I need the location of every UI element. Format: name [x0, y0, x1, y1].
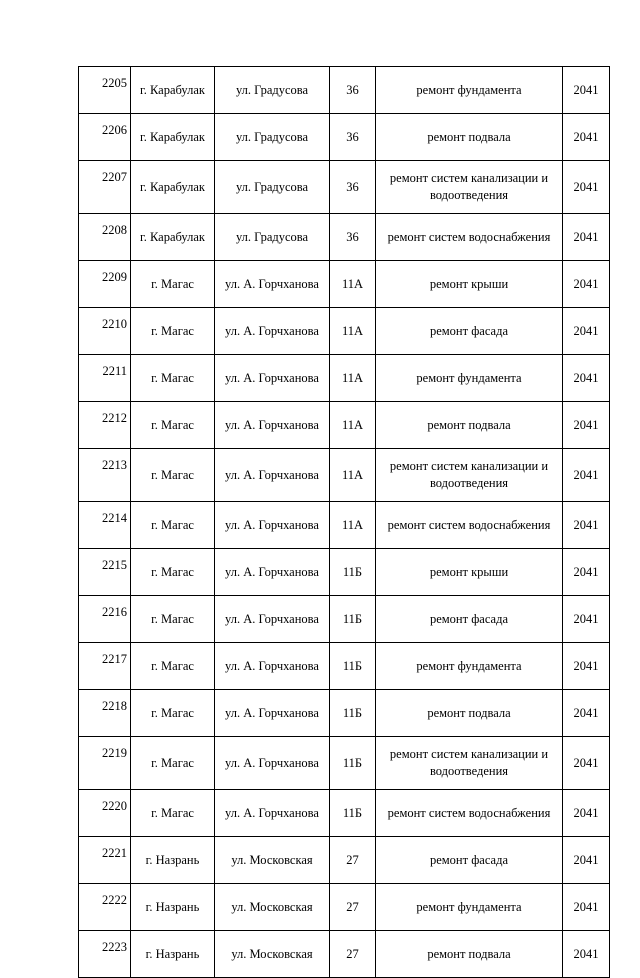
table-row — [79, 161, 610, 214]
row-street: ул. А. Горчханова — [215, 596, 330, 643]
row-number: 2223 — [79, 931, 131, 978]
row-number: 2206 — [79, 114, 131, 161]
row-work-type: ремонт подвала — [376, 402, 563, 449]
row-house: 36 — [330, 214, 376, 261]
row-street: ул. А. Горчханова — [215, 737, 330, 790]
table-row — [79, 690, 610, 737]
row-number: 2217 — [79, 643, 131, 690]
row-city: г. Карабулак — [131, 161, 215, 214]
row-work-type: ремонт систем канализации и водоотведения — [376, 449, 563, 502]
row-work-type: ремонт фундамента — [376, 643, 563, 690]
row-year: 2041 — [563, 161, 610, 214]
row-number: 2219 — [79, 737, 131, 790]
row-year: 2041 — [563, 402, 610, 449]
row-number: 2209 — [79, 261, 131, 308]
row-street: ул. А. Горчханова — [215, 549, 330, 596]
row-city: г. Назрань — [131, 837, 215, 884]
row-number: 2215 — [79, 549, 131, 596]
table-row — [79, 308, 610, 355]
row-year: 2041 — [563, 549, 610, 596]
row-street: ул. А. Горчханова — [215, 449, 330, 502]
row-house: 27 — [330, 884, 376, 931]
row-house: 11А — [330, 261, 376, 308]
row-work-type: ремонт систем канализации и водоотведения — [376, 161, 563, 214]
row-work-type: ремонт крыши — [376, 549, 563, 596]
row-work-type: ремонт фасада — [376, 308, 563, 355]
row-street: ул. А. Горчханова — [215, 502, 330, 549]
row-number: 2210 — [79, 308, 131, 355]
row-number: 2208 — [79, 214, 131, 261]
row-house: 11Б — [330, 549, 376, 596]
row-year: 2041 — [563, 355, 610, 402]
row-street: ул. А. Горчханова — [215, 261, 330, 308]
table-body — [79, 67, 610, 978]
row-year: 2041 — [563, 837, 610, 884]
row-year: 2041 — [563, 502, 610, 549]
row-street: ул. Градусова — [215, 114, 330, 161]
row-number: 2221 — [79, 837, 131, 884]
row-city: г. Назрань — [131, 931, 215, 978]
row-work-type: ремонт фундамента — [376, 355, 563, 402]
row-work-type: ремонт систем водоснабжения — [376, 502, 563, 549]
row-year: 2041 — [563, 214, 610, 261]
row-house: 11А — [330, 502, 376, 549]
row-number: 2211 — [79, 355, 131, 402]
row-number: 2214 — [79, 502, 131, 549]
row-city: г. Магас — [131, 355, 215, 402]
row-street: ул. А. Горчханова — [215, 355, 330, 402]
row-house: 11Б — [330, 690, 376, 737]
row-work-type: ремонт крыши — [376, 261, 563, 308]
table-row — [79, 214, 610, 261]
row-work-type: ремонт фундамента — [376, 67, 563, 114]
repair-schedule-table — [78, 66, 610, 978]
row-street: ул. А. Горчханова — [215, 308, 330, 355]
row-street: ул. А. Горчханова — [215, 402, 330, 449]
row-city: г. Карабулак — [131, 114, 215, 161]
row-work-type: ремонт подвала — [376, 114, 563, 161]
row-city: г. Магас — [131, 643, 215, 690]
row-work-type: ремонт подвала — [376, 931, 563, 978]
row-house: 36 — [330, 114, 376, 161]
row-number: 2213 — [79, 449, 131, 502]
table-row — [79, 737, 610, 790]
row-number: 2207 — [79, 161, 131, 214]
row-city: г. Магас — [131, 502, 215, 549]
row-year: 2041 — [563, 114, 610, 161]
row-year: 2041 — [563, 67, 610, 114]
row-work-type: ремонт систем канализации и водоотведения — [376, 737, 563, 790]
row-year: 2041 — [563, 690, 610, 737]
row-year: 2041 — [563, 643, 610, 690]
row-street: ул. А. Горчханова — [215, 643, 330, 690]
row-house: 11А — [330, 402, 376, 449]
row-house: 11А — [330, 355, 376, 402]
table-row — [79, 67, 610, 114]
table-row — [79, 355, 610, 402]
row-house: 27 — [330, 931, 376, 978]
table-row — [79, 643, 610, 690]
table-row — [79, 931, 610, 978]
row-number: 2216 — [79, 596, 131, 643]
row-work-type: ремонт систем водоснабжения — [376, 790, 563, 837]
row-house: 11Б — [330, 790, 376, 837]
row-year: 2041 — [563, 261, 610, 308]
row-city: г. Назрань — [131, 884, 215, 931]
row-year: 2041 — [563, 790, 610, 837]
row-city: г. Карабулак — [131, 214, 215, 261]
row-house: 36 — [330, 161, 376, 214]
row-city: г. Магас — [131, 596, 215, 643]
table-row — [79, 884, 610, 931]
row-work-type: ремонт систем водоснабжения — [376, 214, 563, 261]
table-row — [79, 502, 610, 549]
row-work-type: ремонт фасада — [376, 596, 563, 643]
row-street: ул. Московская — [215, 884, 330, 931]
table-row — [79, 837, 610, 884]
table-row — [79, 549, 610, 596]
table-row — [79, 402, 610, 449]
row-city: г. Магас — [131, 690, 215, 737]
row-city: г. Карабулак — [131, 67, 215, 114]
row-year: 2041 — [563, 596, 610, 643]
row-street: ул. Московская — [215, 931, 330, 978]
row-number: 2212 — [79, 402, 131, 449]
row-work-type: ремонт фундамента — [376, 884, 563, 931]
row-year: 2041 — [563, 737, 610, 790]
row-work-type: ремонт подвала — [376, 690, 563, 737]
row-year: 2041 — [563, 308, 610, 355]
row-house: 11А — [330, 449, 376, 502]
table-row — [79, 114, 610, 161]
row-year: 2041 — [563, 931, 610, 978]
row-number: 2218 — [79, 690, 131, 737]
row-street: ул. Градусова — [215, 214, 330, 261]
table-row — [79, 596, 610, 643]
row-city: г. Магас — [131, 549, 215, 596]
row-house: 27 — [330, 837, 376, 884]
row-city: г. Магас — [131, 449, 215, 502]
row-house: 11Б — [330, 596, 376, 643]
row-street: ул. Градусова — [215, 161, 330, 214]
row-street: ул. Московская — [215, 837, 330, 884]
row-street: ул. А. Горчханова — [215, 790, 330, 837]
row-house: 36 — [330, 67, 376, 114]
row-city: г. Магас — [131, 737, 215, 790]
row-city: г. Магас — [131, 790, 215, 837]
row-street: ул. Градусова — [215, 67, 330, 114]
table-row — [79, 261, 610, 308]
row-year: 2041 — [563, 884, 610, 931]
row-house: 11Б — [330, 643, 376, 690]
table-row — [79, 790, 610, 837]
row-house: 11А — [330, 308, 376, 355]
row-house: 11Б — [330, 737, 376, 790]
row-number: 2220 — [79, 790, 131, 837]
row-city: г. Магас — [131, 308, 215, 355]
row-work-type: ремонт фасада — [376, 837, 563, 884]
row-number: 2205 — [79, 67, 131, 114]
row-city: г. Магас — [131, 402, 215, 449]
row-number: 2222 — [79, 884, 131, 931]
row-street: ул. А. Горчханова — [215, 690, 330, 737]
table-row — [79, 449, 610, 502]
row-city: г. Магас — [131, 261, 215, 308]
row-year: 2041 — [563, 449, 610, 502]
